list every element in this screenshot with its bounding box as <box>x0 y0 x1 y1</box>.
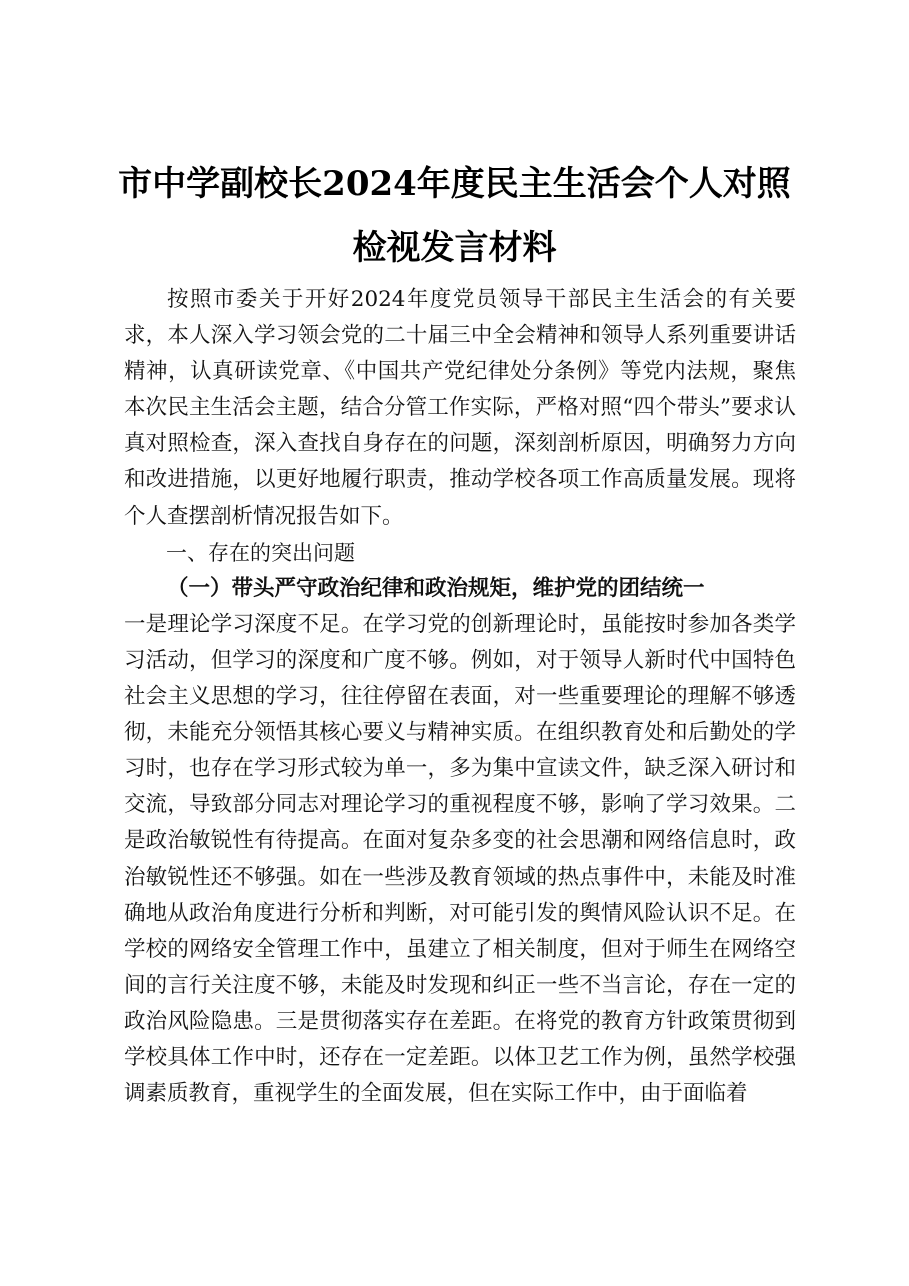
intro-paragraph: 按照市委关于开好2024年度党员领导干部民主生活会的有关要求，本人深入学习领会党的二十届三中全会精神和领导人系列重要讲话精神，认真研读党章、《中国共产党纪律处分条例》等党内法规，聚焦本次民主生活会主题，结合分管工作实际，严格对照“四个带头”要求认真对照检查，深入查找自身存在的问题，深刻剖析原因，明确努力方向和改进措施，以更好地履行职责，推动学校各项工作高质量发展。现将个人查摆剖析情况报告如下。 <box>124 287 796 529</box>
document-title-line1: 市中学副校长2024年度民主生活会个人对照 <box>118 164 791 204</box>
subsection-heading: （一）带头严守政治纪律和政治规矩，维护党的团结统一 <box>167 575 705 601</box>
section-heading: 一、存在的突出问题 <box>166 540 355 565</box>
document-title-line2: 检视发言材料 <box>352 228 557 268</box>
subsection-paragraph: 一是理论学习深度不足。在学习党的创新理论时，虽能按时参加各类学习活动，但学习的深度和广度不够。例如，对于领导人新时代中国特色社会主义思想的学习，往往停留在表面，对一些重要理论的理解不够透彻，未能充分领悟其核心要义与精神实质。在组织教育处和后勤处的学习时，也存在学习形式较为单一，多为集中宣读文件，缺乏深入研讨和交流，导致部分同志对理论学习的重视程度不够，影响了学习效果。二是政治敏锐性有待提高。在面对复杂多变的社会思潮和网络信息时，政治敏锐性还不够强。如在一些涉及教育领域的热点事件中，未能及时准确地从政治角度进行分析和判断，对可能引发的舆情风险认识不足。在学校的网络安全管理工作中，虽建立了相关制度，但对于师生在网络空间的言行关注度不够，未能及时发现和纠正一些不当言论，存在一定的政治风险隐患。三是贯彻落实存在差距。在将党的教育方针政策贯彻到学校具体工作中时，还存在一定差距。以体卫艺工作为例，虽然学校强调素质教育，重视学生的全面发展，但在实际工作中，由于面临着 <box>124 611 796 1107</box>
document-body <box>124 282 796 1112</box>
